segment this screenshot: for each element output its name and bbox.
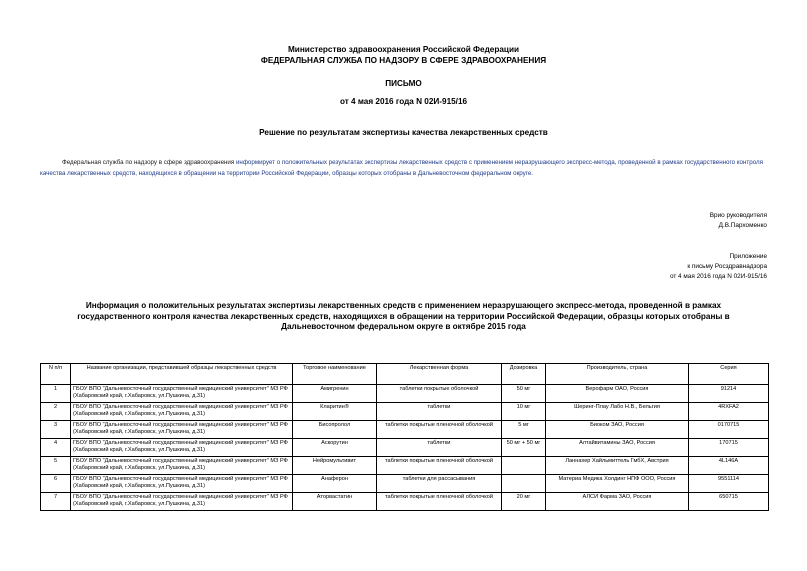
trade-name-cell: Аскорутин <box>293 439 377 457</box>
column-header: Дозировка <box>502 364 546 385</box>
trade-name-cell: Аторвастатин <box>293 493 377 511</box>
table-row <box>41 385 769 403</box>
column-header: Торговое наименование <box>293 364 377 385</box>
row-number: 4 <box>41 439 71 457</box>
manufacturer-cell: Шеринг-Плау Лабо Н.В., Бельгия <box>546 403 689 421</box>
dosage-cell <box>502 475 546 493</box>
organization-cell: ГБОУ ВПО "Дальневосточный государственный медицинский университет" МЗ РФ (Хабаровский край, г.Хабаровск, ул.Пушкина, д.31) <box>71 475 293 493</box>
trade-name-cell: Нейромультивит <box>293 457 377 475</box>
manufacturer-cell: Алтайвитамины ЗАО, Россия <box>546 439 689 457</box>
organization-cell: ГБОУ ВПО "Дальневосточный государственный медицинский университет" МЗ РФ (Хабаровский край, г.Хабаровск, ул.Пушкина, д.31) <box>71 403 293 421</box>
appendix-date: от 4 мая 2016 года N 02И-915/16 <box>669 273 767 280</box>
column-header: Название организации, представившей образцы лекарственных средств <box>71 364 293 385</box>
manufacturer-cell: АЛСИ Фарма ЗАО, Россия <box>546 493 689 511</box>
batch-cell: 4RXFA2 <box>689 403 769 421</box>
batch-cell: 91214 <box>689 385 769 403</box>
column-header: N п/п <box>41 364 71 385</box>
dosage-cell <box>502 457 546 475</box>
table-row <box>41 421 769 439</box>
dosage-form-cell: таблетки для рассасывания <box>377 475 502 493</box>
manufacturer-cell: Верофарм ОАО, Россия <box>546 385 689 403</box>
table-header-row <box>41 364 769 385</box>
dosage-cell: 50 мг <box>502 385 546 403</box>
organization-cell: ГБОУ ВПО "Дальневосточный государственный медицинский университет" МЗ РФ (Хабаровский край, г.Хабаровск, ул.Пушкина, д.31) <box>71 385 293 403</box>
row-number: 2 <box>41 403 71 421</box>
signer-name: Д.В.Пархоменко <box>718 222 767 229</box>
table-row <box>41 403 769 421</box>
appendix-reference: к письму Росздравнадзора <box>687 263 767 270</box>
dosage-form-cell: таблетки покрытые оболочкой <box>377 385 502 403</box>
organization-cell: ГБОУ ВПО "Дальневосточный государственный медицинский университет" МЗ РФ (Хабаровский край, г.Хабаровск, ул.Пушкина, д.31) <box>71 493 293 511</box>
row-number: 3 <box>41 421 71 439</box>
dosage-form-cell: таблетки покрытые пленочной оболочкой <box>377 421 502 439</box>
organization-cell: ГБОУ ВПО "Дальневосточный государственный медицинский университет" МЗ РФ (Хабаровский край, г.Хабаровск, ул.Пушкина, д.31) <box>71 421 293 439</box>
signature-block <box>710 211 767 231</box>
ministry-name: Министерство здравоохранения Российской Федерации <box>287 45 520 54</box>
results-table <box>40 363 769 511</box>
dosage-cell: 5 мг <box>502 421 546 439</box>
batch-cell: 650715 <box>689 493 769 511</box>
dosage-form-cell: таблетки покрытые пленочной оболочкой <box>377 457 502 475</box>
trade-name-cell: Анаферон <box>293 475 377 493</box>
organization-cell: ГБОУ ВПО "Дальневосточный государственный медицинский университет" МЗ РФ (Хабаровский край, г.Хабаровск, ул.Пушкина, д.31) <box>71 457 293 475</box>
appendix-block <box>670 252 767 282</box>
row-number: 7 <box>41 493 71 511</box>
row-number: 1 <box>41 385 71 403</box>
letter-body-link[interactable]: информирует о положительных результатах экспертизы лекарственных средств с применением неразрушающего экспресс-метода, проведенной в рамках государственного контроля качества лекарственных средств, находящихся в обращении на территории Российской Федерации, образцы которых отобраны в Дальневосточном федеральном округе. <box>40 159 763 177</box>
document-date-number: от 4 мая 2016 года N 02И-915/16 <box>339 97 468 106</box>
appendix-label: Приложение <box>729 253 767 260</box>
trade-name-cell: Амигренин <box>293 385 377 403</box>
table-row <box>41 439 769 457</box>
column-header: Лекарственная форма <box>377 364 502 385</box>
table-row <box>41 457 769 475</box>
manufacturer-cell: Ланнахер Хайльмиттель ГмбХ, Австрия <box>546 457 689 475</box>
service-name: ФЕДЕРАЛЬНАЯ СЛУЖБА ПО НАДЗОРУ В СФЕРЕ ЗДРАВООХРАНЕНИЯ <box>260 56 547 65</box>
document-type: ПИСЬМО <box>385 79 422 88</box>
batch-cell: 4L146A <box>689 457 769 475</box>
letter-body <box>40 157 768 179</box>
dosage-cell: 10 мг <box>502 403 546 421</box>
trade-name-cell: Кларитин® <box>293 403 377 421</box>
dosage-form-cell: таблетки <box>377 403 502 421</box>
row-number: 6 <box>41 475 71 493</box>
batch-cell: 170715 <box>689 439 769 457</box>
batch-cell: 9551114 <box>689 475 769 493</box>
row-number: 5 <box>41 457 71 475</box>
information-title: Информация о положительных результатах экспертизы лекарственных средств с применением неразрушающего экспресс-метода, проведенной в рамках государственного контроля качества лекарственных средств, находящихся в обращении на территории Российской Федерации, образцы которых отобраны в Дальневосточном федеральном округе в октябре 2015 года <box>77 301 730 331</box>
trade-name-cell: Бисопролол <box>293 421 377 439</box>
table-row <box>41 475 769 493</box>
document-subject: Решение по результатам экспертизы качества лекарственных средств <box>259 128 548 137</box>
column-header: Производитель, страна <box>546 364 689 385</box>
organization-cell: ГБОУ ВПО "Дальневосточный государственный медицинский университет" МЗ РФ (Хабаровский край, г.Хабаровск, ул.Пушкина, д.31) <box>71 439 293 457</box>
column-header: Серия <box>689 364 769 385</box>
dosage-form-cell: таблетки покрытые пленочной оболочкой <box>377 493 502 511</box>
dosage-cell: 50 мг + 50 мг <box>502 439 546 457</box>
batch-cell: 0170715 <box>689 421 769 439</box>
manufacturer-cell: Биоком ЗАО, Россия <box>546 421 689 439</box>
manufacturer-cell: Материа Медика Холдинг НПФ ООО, Россия <box>546 475 689 493</box>
signer-position: Врио руководителя <box>709 212 767 219</box>
dosage-cell: 20 мг <box>502 493 546 511</box>
table-row <box>41 493 769 511</box>
letter-intro: Федеральная служба по надзору в сфере здравоохранения <box>62 159 235 166</box>
dosage-form-cell: таблетки <box>377 439 502 457</box>
